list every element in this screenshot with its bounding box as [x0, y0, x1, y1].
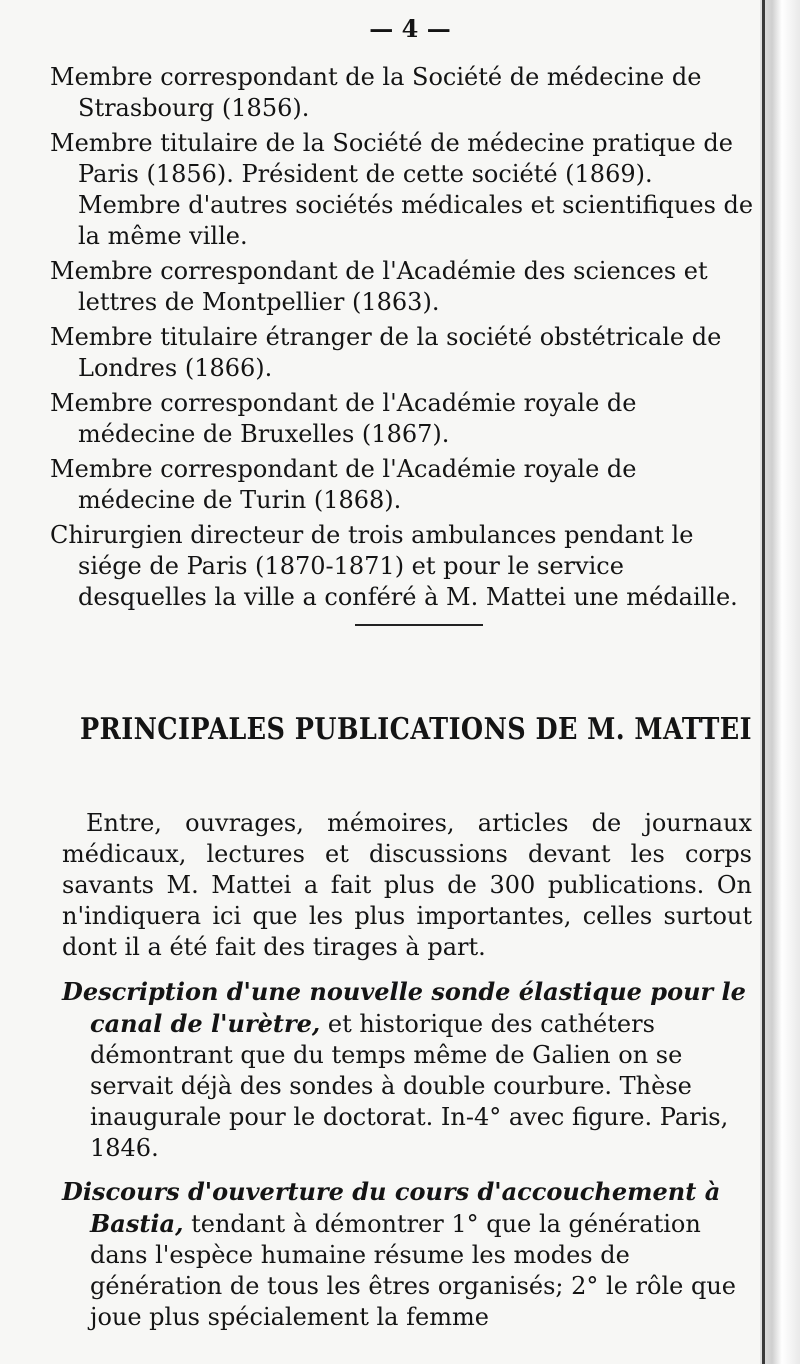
publication-text: tendant à démontrer 1° que la génération dans l'espèce humaine résume les modes de génération de tous les êtres organisés; 2° le rôle que joue plus spécialement la femme [90, 1210, 736, 1331]
publication-title: Discours d'ouverture du cours d'accouchement à Bastia, [62, 1177, 721, 1238]
page-edge-line [762, 0, 765, 1364]
intro-paragraph [62, 808, 752, 963]
list-item: Membre titulaire de la Société de médecine pratique de Paris (1856). Président de cette société (1869). Membre d'autres sociétés médicales et scientifiques de la même ville. [50, 129, 754, 250]
list-item: Membre correspondant de l'Académie des sciences et lettres de Montpellier (1863). [50, 257, 708, 316]
list-item: Membre correspondant de l'Académie royale de médecine de Bruxelles (1867). [50, 389, 637, 448]
list-item: Chirurgien directeur de trois ambulances pendant le siége de Paris (1870-1871) et pour le service desquelles la ville a conféré à M. Mattei une médaille. [50, 521, 738, 611]
publication-item [62, 1176, 752, 1333]
section-divider [355, 624, 483, 626]
publication-title: Description d'une nouvelle sonde élastique pour le canal de l'urètre, [62, 977, 746, 1038]
intro-text: Entre, ouvrages, mémoires, articles de journaux médicaux, lectures et discussions devant les corps savants M. Mattei a fait plus de 300 publications. On n'indiquera ici que les plus importantes, celles surtout dont il a été fait des tirages à part. [62, 809, 752, 961]
section-heading: PRINCIPALES PUBLICATIONS DE M. MATTEI [80, 712, 752, 747]
publication-list [62, 976, 752, 1345]
publication-text: et historique des cathéters démontrant que du temps même de Galien on se servait déjà des sondes à double courbure. Thèse inaugurale pour le doctorat. In-4° avec figure. Paris, 1846. [90, 1010, 729, 1162]
list-item: Membre correspondant de la Société de médecine de Strasbourg (1856). [50, 63, 702, 122]
membership-list [50, 62, 755, 617]
page-number: — 4 — [369, 14, 451, 43]
publication-item [62, 976, 752, 1164]
page-edge [760, 0, 800, 1364]
list-item: Membre correspondant de l'Académie royale de médecine de Turin (1868). [50, 455, 637, 514]
list-item: Membre titulaire étranger de la société obstétricale de Londres (1866). [50, 323, 722, 382]
